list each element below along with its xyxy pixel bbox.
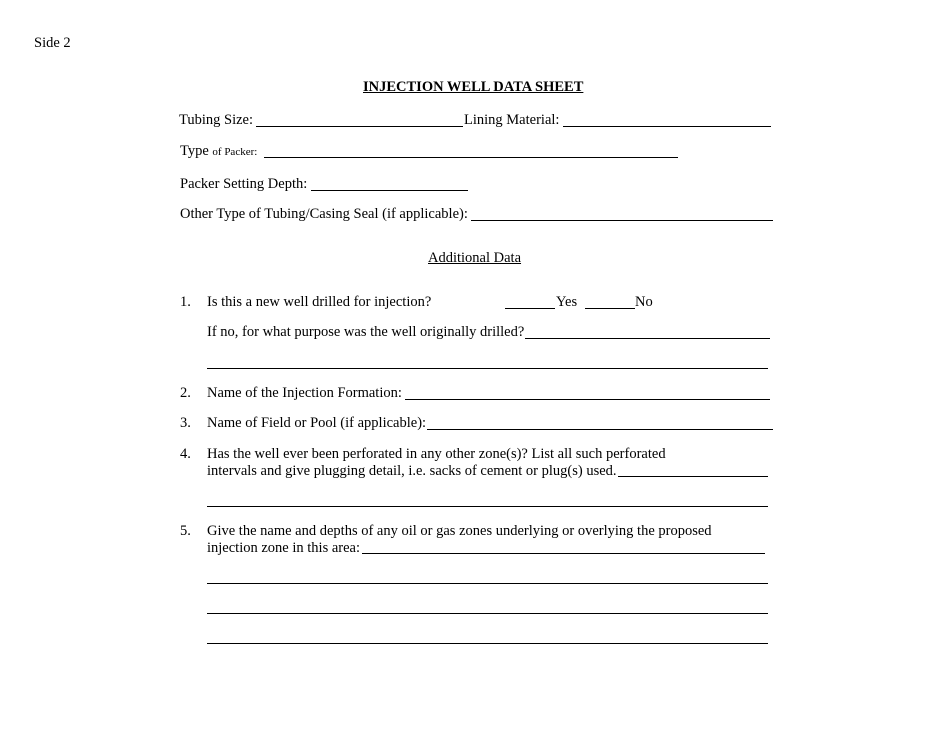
q5-field-3[interactable] — [207, 613, 768, 614]
type-word: Type — [180, 143, 209, 159]
q4-number: 4. — [180, 446, 191, 462]
q2-text: Name of the Injection Formation: — [207, 385, 402, 401]
q5-text-line1: Give the name and depths of any oil or gas zones underlying or overlying the proposed — [207, 523, 712, 539]
page-side-label: Side 2 — [34, 35, 71, 51]
q2-field[interactable] — [405, 399, 770, 400]
q5-number: 5. — [180, 523, 191, 539]
q1-followup-text: If no, for what purpose was the well originally drilled? — [207, 324, 525, 340]
q5-text-line2: injection zone in this area: — [207, 540, 361, 556]
lining-material-label: Lining Material: — [464, 112, 560, 128]
tubing-size-label: Tubing Size: — [179, 112, 253, 128]
q3-field[interactable] — [427, 429, 773, 430]
q1-no-label: No — [635, 294, 653, 310]
type-of-packer-label — [180, 142, 257, 161]
q1-followup-field-2[interactable] — [207, 368, 768, 369]
additional-data-heading: Additional Data — [428, 250, 522, 266]
q4-text-line1: Has the well ever been perforated in any other zone(s)? List all such perforated — [207, 446, 666, 462]
q1-followup-field[interactable] — [525, 338, 770, 339]
tubing-size-field[interactable] — [256, 126, 463, 127]
q5-field-4[interactable] — [207, 643, 768, 644]
packer-setting-depth-label: Packer Setting Depth: — [180, 176, 308, 192]
q4-field[interactable] — [618, 476, 768, 477]
of-packer-word: of Packer: — [212, 146, 258, 158]
q1-text: Is this a new well drilled for injection? — [207, 294, 432, 310]
q3-text: Name of Field or Pool (if applicable): — [207, 415, 427, 431]
q1-number: 1. — [180, 294, 191, 310]
q1-no-field[interactable] — [585, 308, 635, 309]
lining-material-field[interactable] — [563, 126, 771, 127]
q1-yes-field[interactable] — [505, 308, 555, 309]
q2-number: 2. — [180, 385, 191, 401]
q1-yes-label: Yes — [556, 294, 578, 310]
other-seal-field[interactable] — [471, 220, 773, 221]
q4-text-line2: intervals and give plugging detail, i.e. sacks of cement or plug(s) used. — [207, 463, 617, 479]
q3-number: 3. — [180, 415, 191, 431]
q4-field-2[interactable] — [207, 506, 768, 507]
q5-field-2[interactable] — [207, 583, 768, 584]
other-seal-label: Other Type of Tubing/Casing Seal (if applicable): — [180, 206, 468, 222]
page-title: INJECTION WELL DATA SHEET — [363, 79, 584, 95]
packer-setting-depth-field[interactable] — [311, 190, 468, 191]
type-of-packer-field[interactable] — [264, 157, 678, 158]
q5-field[interactable] — [362, 553, 765, 554]
